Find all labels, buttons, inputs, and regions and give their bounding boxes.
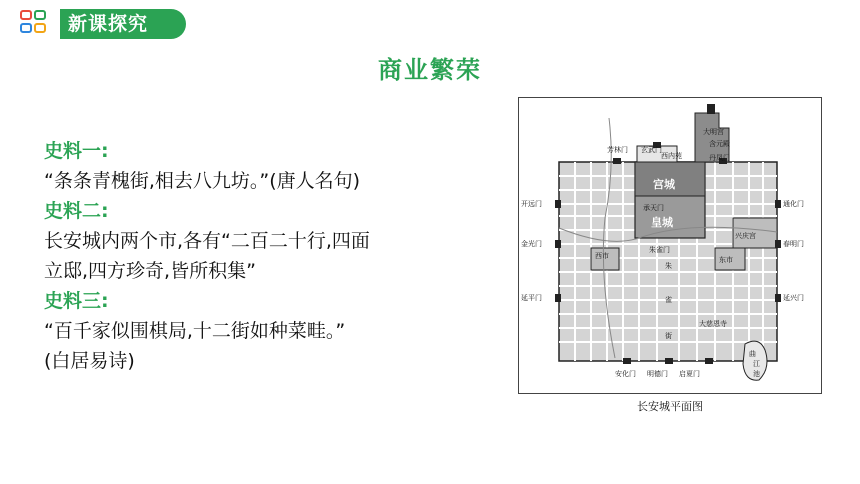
zhuque-street-label: 雀	[665, 296, 672, 304]
gate-label: 芳林门	[607, 146, 628, 154]
zhuque-street-label: 朱	[665, 262, 672, 270]
dacien-label: 大慈恩寺	[699, 320, 727, 328]
zhuque-gate-label: 朱雀门	[649, 246, 670, 254]
gate-label: 安化门	[615, 370, 636, 378]
area-label: 大明宫	[703, 128, 724, 136]
imperial-city-label: 皇城	[651, 216, 673, 229]
qujiang-label: 池	[753, 370, 760, 378]
qujiang-label: 江	[753, 360, 760, 368]
west-market-label: 西市	[595, 252, 609, 260]
gate-label: 丹凤门	[709, 154, 730, 162]
gate-label: 启夏门	[679, 370, 700, 378]
zhuque-street-label: 街	[665, 332, 672, 340]
changan-map	[518, 97, 822, 394]
source-2-line-2: 立邸,四方珍奇,皆所积集”	[44, 260, 256, 282]
area-label: 含元殿	[709, 140, 730, 148]
gate-label: 开远门	[521, 200, 542, 208]
gate-label: 金光门	[521, 240, 542, 248]
app-logo-icon	[20, 10, 56, 40]
source-list	[44, 136, 514, 376]
page-title: 商业繁荣	[378, 56, 482, 84]
area-label: 西内苑	[661, 152, 682, 160]
source-3-label: 史料三:	[44, 290, 109, 312]
map-caption: 长安城平面图	[637, 400, 703, 413]
source-2-line-1: 长安城内两个市,各有“二百二十行,四面	[44, 230, 370, 252]
source-3-line-2: (白居易诗)	[44, 350, 135, 372]
xingqing-label: 兴庆宫	[735, 232, 756, 240]
chengtian-gate-label: 承天门	[643, 204, 664, 212]
gate-label: 延平门	[521, 294, 542, 302]
east-market-label: 东市	[719, 256, 733, 264]
gate-label: 通化门	[783, 200, 804, 208]
gate-label: 延兴门	[783, 294, 804, 302]
source-1-line-1: “条条青槐街,相去八九坊。”(唐人名句)	[44, 170, 361, 192]
gate-label: 玄武门	[641, 146, 662, 154]
source-1-label: 史料一:	[44, 140, 109, 162]
source-3-line-1: “百千家似围棋局,十二街如种菜畦。”	[44, 320, 346, 342]
source-2-label: 史料二:	[44, 200, 109, 222]
palace-label: 宫城	[653, 178, 675, 191]
gate-label: 明德门	[647, 370, 668, 378]
changan-map-svg	[519, 98, 821, 393]
section-badge: 新课探究	[60, 9, 186, 39]
qujiang-label: 曲	[749, 350, 756, 358]
gate-label: 春明门	[783, 240, 804, 248]
